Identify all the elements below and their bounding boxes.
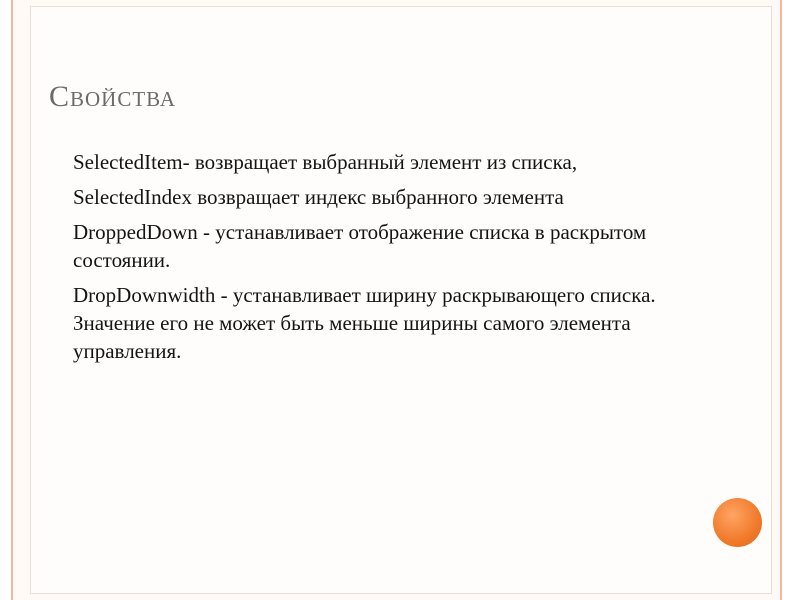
- bullet-text: SelectedIndex возвращает индекс выбранного элемента: [73, 185, 564, 209]
- bullet-text: DropDownwidth - устанавливает ширину раскрывающего списка. Значение его не может быть меньше ширины самого элемента управления.: [73, 283, 656, 363]
- orange-circle-decoration: [713, 498, 762, 547]
- bullet-text: DroppedDown - устанавливает отображение списка в раскрытом состоянии.: [73, 220, 647, 272]
- bullet-item: [49, 183, 689, 211]
- slide-title: Свойства: [49, 80, 177, 113]
- bullet-text: SelectedItem- возвращает выбранный элемент из списка,: [73, 150, 578, 174]
- bullet-item: [49, 218, 689, 274]
- bullet-list: [49, 148, 689, 372]
- bullet-item: [49, 148, 689, 176]
- bullet-item: [49, 281, 689, 365]
